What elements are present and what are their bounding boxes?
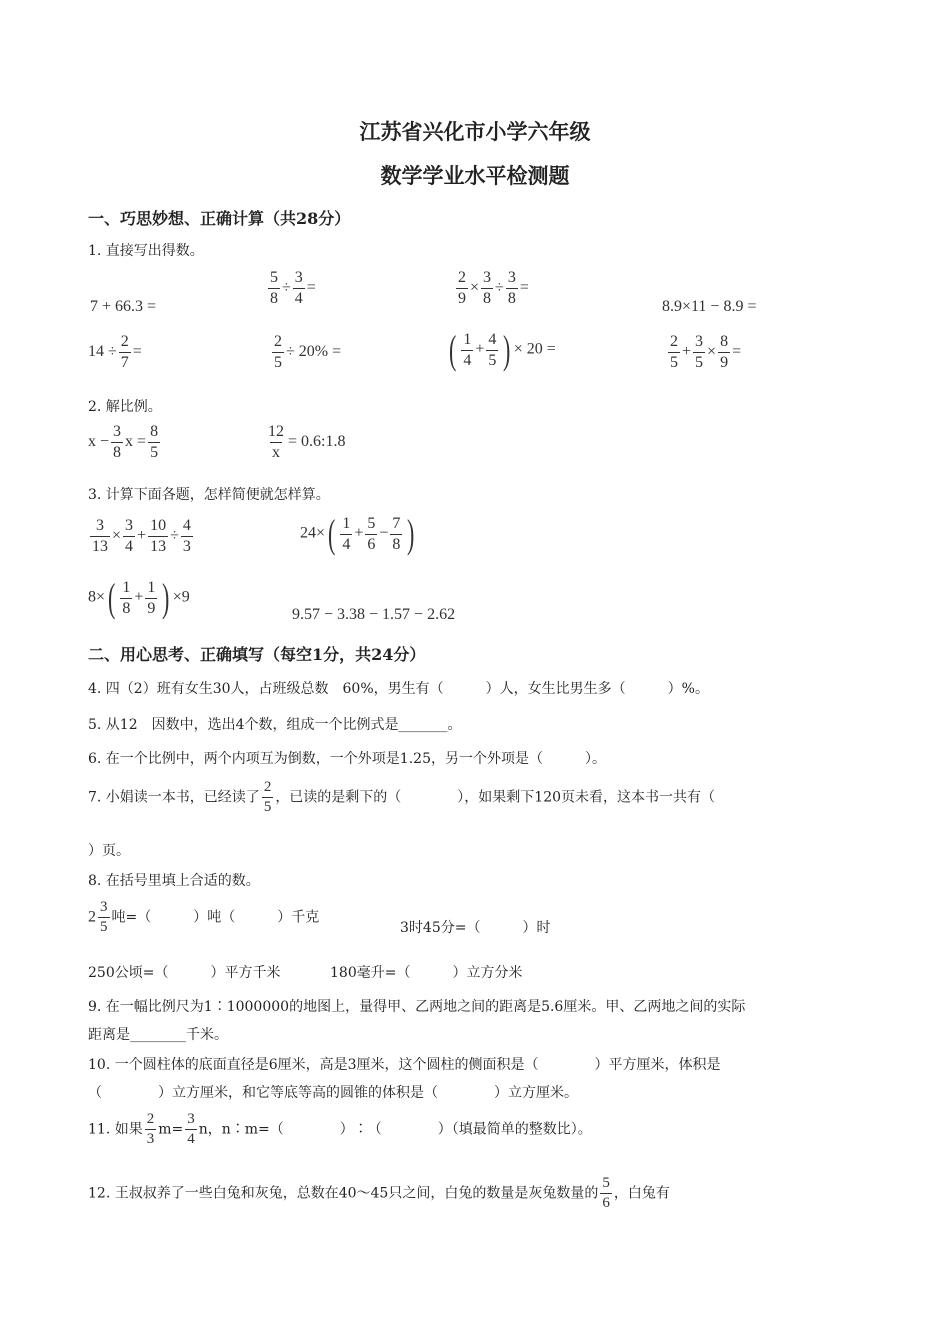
q5-text: 5. 从12 因数中，选出4个数，组成一个比例式是_______。	[88, 717, 462, 733]
q1-expr-e: 14 ÷ $\frac{2}{7}$ =	[88, 333, 142, 371]
q8-item-c: 250公顷=（ ）平方千米	[88, 965, 281, 981]
q3-expr-c: 8×( $\frac{1}{8}$ + $\frac{1}{9}$ ) ×9	[88, 575, 190, 620]
q8-item-d: 180毫升=（ ）立方分米	[330, 965, 523, 981]
q3-expr-a: $\frac{3}{13}$ × $\frac{3}{4}$ + $\frac{10}{13}$ ÷ $\frac{4}{3}$	[92, 517, 191, 555]
q9-line-1: 9. 在一幅比例尺为1∶1000000的地图上，量得甲、乙两地之间的距离是5.6厘米。甲、乙两地之间的实际	[88, 999, 746, 1015]
q3-label: 3. 计算下面各题，怎样简便就怎样算。	[88, 487, 330, 503]
q4-text: 4. 四（2）班有女生30人，占班级总数 60%，男生有（ ）人，女生比男生多（ ）%。	[88, 681, 709, 697]
q2-label: 2. 解比例。	[88, 399, 162, 415]
q8-item-b: 3时45分=（ ）时	[400, 920, 551, 936]
q2-expr-a: x − $\frac{3}{8}$ x = $\frac{8}{5}$	[88, 423, 159, 461]
q1-expr-a: 7 + 66.3 =	[90, 298, 157, 315]
section-1-heading: 一、巧思妙想、正确计算（共28分）	[88, 209, 351, 228]
title-line-1: 江苏省兴化市小学六年级	[359, 119, 591, 144]
q7-text: 7. 小娟读一本书，已经读了 $\frac{2}{5}$ ，已读的是剩下的（ ），如果剩下120页未看，这本书一共有（	[88, 779, 716, 815]
q1-expr-c: $\frac{2}{9}$ × $\frac{3}{8}$ ÷ $\frac{3}{8}$ =	[458, 269, 529, 307]
q2-expr-b: $\frac{12}{x}$ = 0.6:1.8	[268, 423, 346, 461]
title-line-2: 数学学业水平检测题	[380, 163, 570, 188]
q3-expr-d: 9.57 − 3.38 − 1.57 − 2.62	[292, 606, 456, 623]
q9-line-2: 距离是________千米。	[88, 1027, 228, 1043]
q1-expr-f: $\frac{2}{5}$ ÷ 20% =	[274, 333, 342, 371]
q12-text: 12. 王叔叔养了一些白兔和灰兔，总数在40～45只之间，白兔的数量是灰兔数量的 $\frac{5}{6}$ ，白兔有	[88, 1175, 670, 1211]
q8-label: 8. 在括号里填上合适的数。	[88, 873, 260, 889]
q6-text: 6. 在一个比例中，两个内项互为倒数，一个外项是1.25，另一个外项是（ ）。	[88, 751, 606, 767]
q1-expr-d: 8.9×11 − 8.9 =	[662, 298, 757, 315]
section-2-heading: 二、用心思考、正确填写（每空1分，共24分）	[88, 645, 426, 664]
q1-expr-b: $\frac{5}{8}$ ÷ $\frac{3}{4}$ =	[270, 269, 316, 307]
q10-line-1: 10. 一个圆柱体的底面直径是6厘米，高是3厘米，这个圆柱的侧面积是（ ）平方厘米，体积是	[88, 1057, 721, 1073]
q7-continuation: ）页。	[88, 843, 130, 859]
q10-line-2: （ ）立方厘米，和它等底等高的圆锥的体积是（ ）立方厘米。	[88, 1085, 578, 1101]
q11-text: 11. 如果 $\frac{2}{3}$ m= $\frac{3}{4}$ n，n∶m=（ ）∶（ ）（填最简单的整数比）。	[88, 1111, 592, 1147]
q1-expr-h: $\frac{2}{5}$ + $\frac{3}{5}$ × $\frac{8}{9}$ =	[670, 333, 742, 371]
q1-expr-g: ( $\frac{1}{4}$ + $\frac{4}{5}$ ) × 20 =	[448, 327, 556, 372]
q3-expr-b: 24×( $\frac{1}{4}$ + $\frac{5}{6}$ − $\frac{7}{8}$ )	[300, 511, 415, 556]
q8-item-a: 2 $\frac{3}{5}$ 吨=（ ）吨（ ）千克	[88, 899, 320, 935]
q1-label: 1. 直接写出得数。	[88, 243, 204, 259]
